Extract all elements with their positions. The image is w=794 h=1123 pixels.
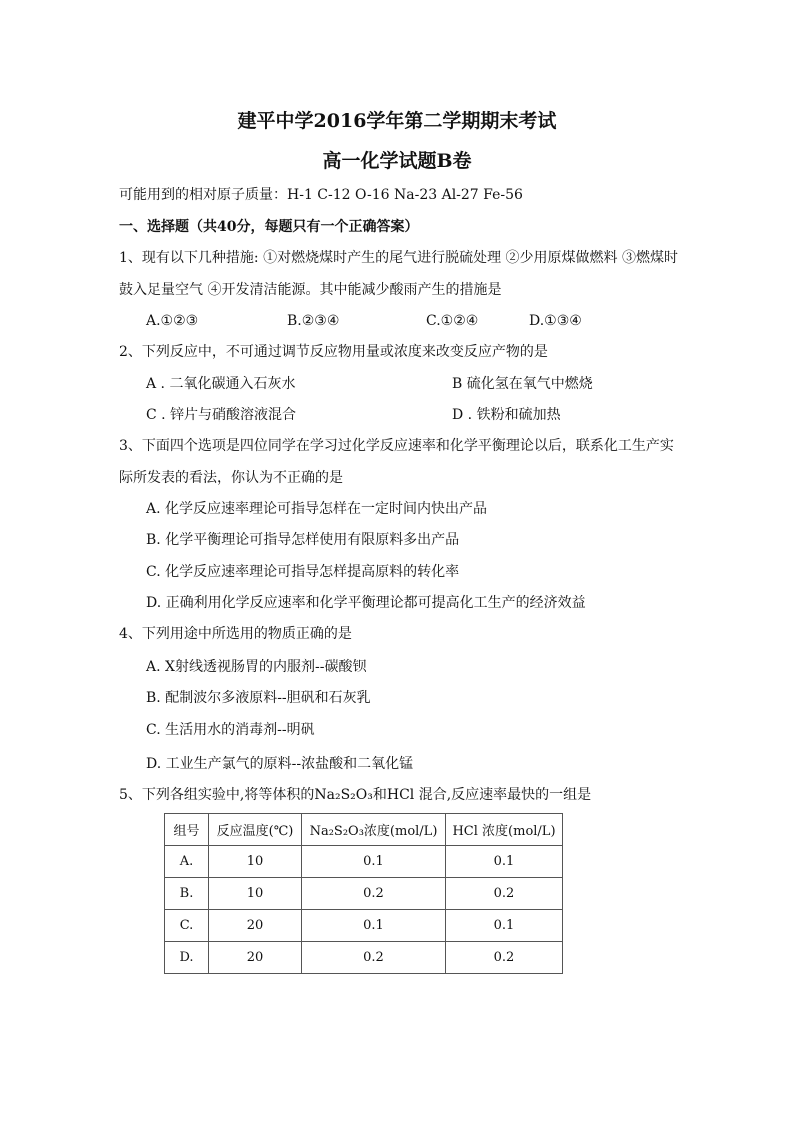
table-cell: 0.1	[446, 910, 563, 942]
q1-option-a: A.①②③	[146, 313, 199, 329]
table-row	[165, 942, 563, 974]
exam-subtitle: 高一化学试题B卷	[322, 150, 472, 172]
table-cell: 0.1	[446, 846, 563, 878]
q1-option-d: D.①③④	[529, 313, 582, 329]
table-cell: 0.1	[302, 846, 446, 878]
q4-option-b: B. 配制波尔多液原料--胆矾和石灰乳	[146, 690, 371, 706]
table-header-row	[165, 814, 563, 846]
q4-option-d: D. 工业生产氯气的原料--浓盐酸和二氧化锰	[146, 756, 414, 772]
table-cell: D.	[165, 942, 209, 974]
q3-option-b: B. 化学平衡理论可指导怎样使用有限原料多出产品	[146, 532, 460, 548]
table-cell: C.	[165, 910, 209, 942]
header-na2s2o3-conc: Na₂S₂O₃浓度(mol/L)	[302, 814, 446, 846]
q5-stem-formula: Na₂S₂O₃	[314, 787, 373, 803]
table-row	[165, 910, 563, 942]
table-cell: A.	[165, 846, 209, 878]
table-cell: 0.1	[302, 910, 446, 942]
section-heading: 一、选择题（共40分，每题只有一个正确答案）	[119, 219, 419, 235]
atomic-masses-line: 可能用到的相对原子质量：H-1 C-12 O-16 Na-23 Al-27 Fe-56	[119, 187, 523, 203]
q5-stem-post: 和HCl 混合,反应速率最快的一组是	[372, 787, 592, 803]
q3-option-d: D. 正确利用化学反应速率和化学平衡理论都可提高化工生产的经济效益	[146, 595, 586, 611]
header-temperature: 反应温度(℃)	[209, 814, 302, 846]
q3-stem-line1: 3、下面四个选项是四位同学在学习过化学反应速率和化学平衡理论以后，联系化工生产实	[119, 438, 674, 454]
q1-option-b: B.②③④	[287, 313, 340, 329]
q4-stem: 4、下列用途中所选用的物质正确的是	[119, 626, 352, 642]
q1-stem-line2: 鼓入足量空气 ④开发清洁能源。其中能减少酸雨产生的措施是	[119, 282, 502, 298]
rate-data-table	[164, 813, 563, 974]
table-cell: 0.2	[446, 878, 563, 910]
q5-stem-pre: 5、下列各组实验中,将等体积的	[119, 787, 315, 803]
q2-option-d: D . 铁粉和硫加热	[452, 407, 561, 423]
q3-stem-line2: 际所发表的看法，你认为不正确的是	[119, 470, 343, 486]
table-row	[165, 878, 563, 910]
q5-stem	[119, 786, 591, 804]
q3-option-c: C. 化学反应速率理论可指导怎样提高原料的转化率	[146, 564, 460, 580]
q4-option-c: C. 生活用水的消毒剂--明矾	[146, 722, 315, 738]
table-cell: 20	[209, 910, 302, 942]
table-cell: 0.2	[446, 942, 563, 974]
table-row	[165, 846, 563, 878]
table-cell: 20	[209, 942, 302, 974]
exam-title: 建平中学2016学年第二学期期末考试	[237, 110, 557, 132]
q1-stem-line1: 1、现有以下几种措施: ①对燃烧煤时产生的尾气进行脱硫处理 ②少用原煤做燃料 ③燃煤时	[119, 250, 678, 266]
header-hcl-conc: HCl 浓度(mol/L)	[446, 814, 563, 846]
header-group: 组号	[165, 814, 209, 846]
q2-stem: 2、下列反应中，不可通过调节反应物用量或浓度来改变反应产物的是	[119, 344, 548, 360]
table-cell: 0.2	[302, 942, 446, 974]
table-cell: 10	[209, 846, 302, 878]
table-cell: B.	[165, 878, 209, 910]
q1-option-c: C.①②④	[426, 313, 479, 329]
q2-option-c: C . 锌片与硝酸溶液混合	[146, 407, 297, 423]
q4-option-a: A. X射线透视肠胃的内服剂--碳酸钡	[146, 659, 367, 675]
q2-option-a: A . 二氧化碳通入石灰水	[146, 376, 296, 392]
table-cell: 10	[209, 878, 302, 910]
table-cell: 0.2	[302, 878, 446, 910]
q3-option-a: A. 化学反应速率理论可指导怎样在一定时间内快出产品	[146, 501, 488, 517]
q2-option-b: B 硫化氢在氧气中燃烧	[452, 376, 593, 392]
